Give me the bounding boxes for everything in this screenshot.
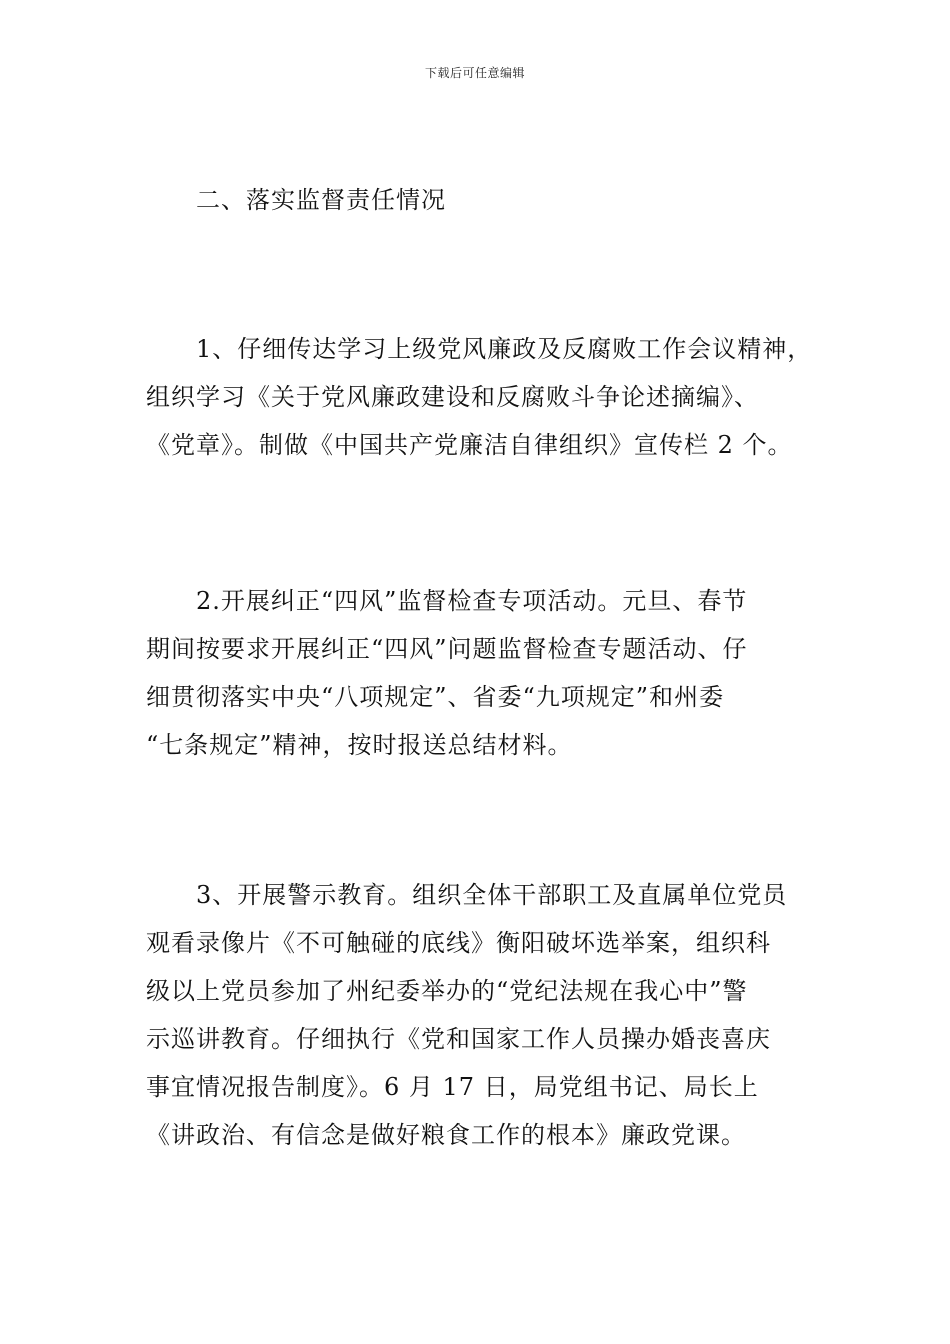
paragraph-line: 《讲政治、有信念是做好粮食工作的根本》廉政党课。 bbox=[146, 1121, 746, 1149]
paragraph-line: 事宜情况报告制度》。6 月 17 日，局党组书记、局长上 bbox=[146, 1073, 759, 1101]
page-header: 下载后可任意编辑 bbox=[424, 66, 525, 80]
paragraph-line: 级以上党员参加了州纪委举办的“党纪法规在我心中”警 bbox=[146, 977, 748, 1005]
paragraph-line: 《党章》。制做《中国共产党廉洁自律组织》宣传栏 2 个。 bbox=[146, 431, 793, 459]
paragraph-2 bbox=[146, 577, 821, 769]
paragraph-line: 细贯彻落实中央“八项规定”、省委“九项规定”和州委 bbox=[146, 683, 725, 711]
paragraph-line: 观看录像片《不可触碰的底线》衡阳破坏选举案，组织科 bbox=[146, 929, 771, 957]
section-heading: 二、落实监督责任情况 bbox=[196, 186, 446, 214]
paragraph-line: 示巡讲教育。仔细执行《党和国家工作人员操办婚丧喜庆 bbox=[146, 1025, 771, 1053]
paragraph-line: 组织学习《关于党风廉政建设和反腐败斗争论述摘编》、 bbox=[146, 383, 759, 411]
paragraph-line: 期间按要求开展纠正“四风”问题监督检查专题活动、仔 bbox=[146, 635, 748, 663]
paragraph-line: 1、仔细传达学习上级党风廉政及反腐败工作会议精神， bbox=[196, 335, 813, 363]
paragraph-line: 2.开展纠正“四风”监督检查专项活动。元旦、春节 bbox=[196, 587, 748, 615]
paragraph-3 bbox=[146, 871, 821, 1159]
paragraph-line: 3、开展警示教育。组织全体干部职工及直属单位党员 bbox=[196, 881, 788, 909]
paragraph-line: “七条规定”精神，按时报送总结材料。 bbox=[146, 731, 573, 759]
paragraph-1 bbox=[146, 325, 821, 469]
